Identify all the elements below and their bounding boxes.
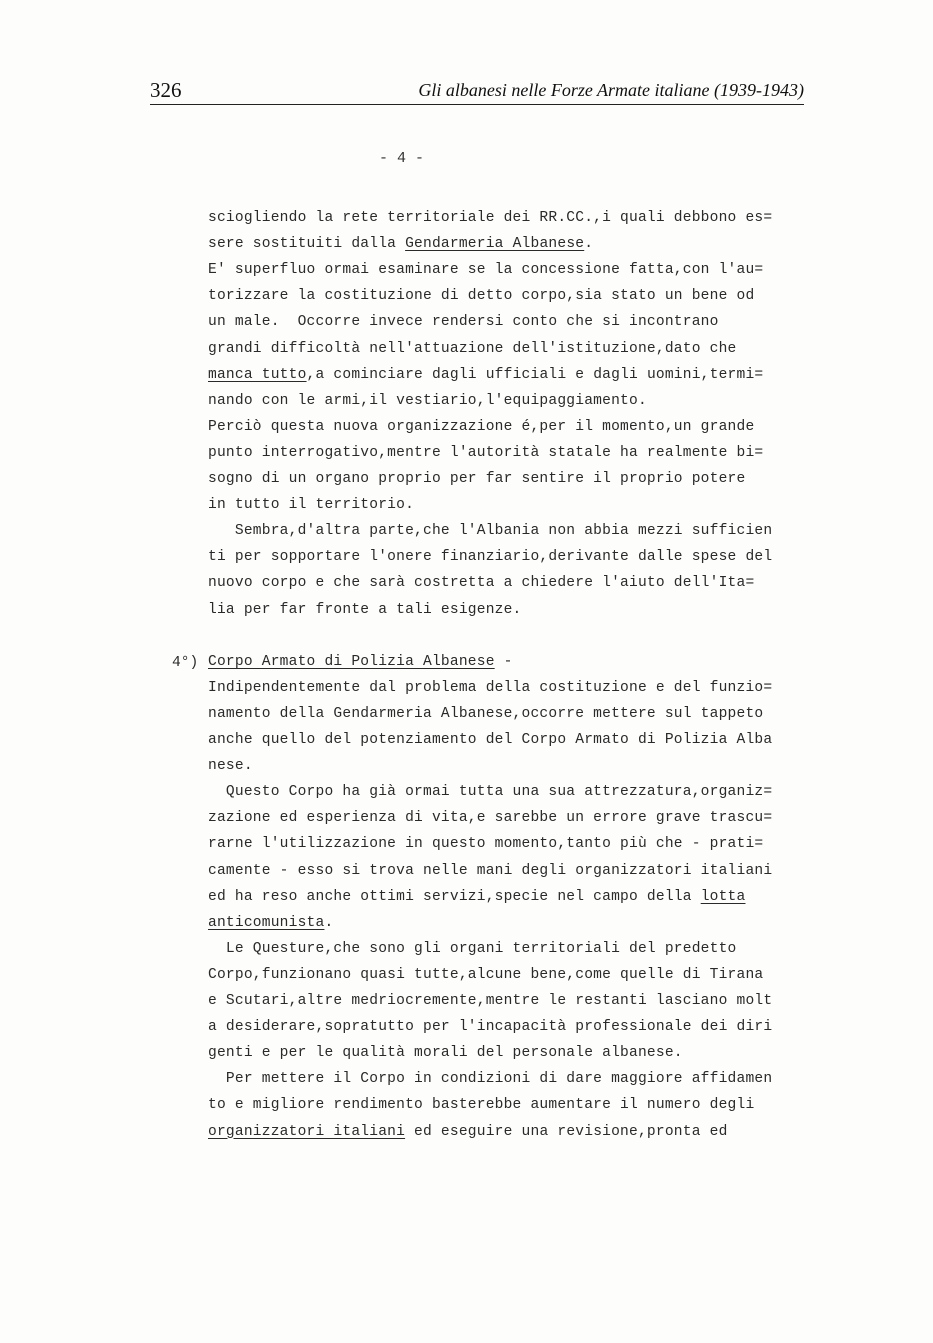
page-number: 326: [150, 78, 182, 102]
text-line: [208, 1071, 772, 1087]
text-line: [208, 836, 763, 852]
text-line: [208, 1045, 683, 1061]
text-line: [208, 758, 253, 774]
text-line: [208, 915, 333, 931]
text-line: [208, 210, 772, 226]
underlined-text: anticomunista: [208, 914, 325, 931]
text-line: [208, 1124, 728, 1140]
text-segment: rarne l'utilizzazione in questo momento,tanto più che - prati=: [208, 836, 764, 853]
running-title: Gli albanesi nelle Forze Armate italiane (1939-1943): [418, 80, 804, 100]
text-segment: .: [324, 914, 334, 931]
text-line: [208, 889, 745, 905]
text-line: [208, 680, 772, 696]
text-segment: ,a cominciare dagli ufficiali e dagli uomini,termi=: [306, 366, 764, 383]
underlined-text: Gendarmeria Albanese: [405, 236, 585, 253]
text-segment: grandi difficoltà nell'attuazione dell'istituzione,dato che: [208, 340, 737, 357]
text-line: [208, 236, 593, 252]
underlined-text: manca tutto: [208, 366, 307, 383]
text-segment: Questo Corpo ha già ormai tutta una sua attrezzatura,organiz=: [208, 784, 773, 801]
text-line: [208, 1019, 772, 1035]
text-line: [208, 341, 737, 357]
text-segment: nese.: [208, 758, 253, 775]
text-segment: nando con le armi,il vestiario,l'equipaggiamento.: [208, 392, 647, 409]
text-line: [208, 314, 719, 330]
text-line: [208, 419, 754, 435]
text-segment: a desiderare,sopratutto per l'incapacità professionale dei diri: [208, 1019, 773, 1036]
text-line: [208, 471, 745, 487]
text-segment: Perciò questa nuova organizzazione é,per il momento,un grande: [208, 418, 755, 435]
text-segment: zazione ed esperienza di vita,e sarebbe un errore grave trascu=: [208, 810, 773, 827]
text-line: [208, 941, 737, 957]
text-segment: ti per sopportare l'onere finanziario,derivante dalle spese del: [208, 549, 773, 566]
text-segment: un male. Occorre invece rendersi conto che si incontrano: [208, 314, 719, 331]
text-segment: namento della Gendarmeria Albanese,occorre mettere sul tappeto: [208, 705, 764, 722]
text-segment: Le Questure,che sono gli organi territoriali del predetto: [208, 940, 737, 957]
text-line: [208, 654, 513, 670]
text-segment: anche quello del potenziamento del Corpo Armato di Polizia Alba: [208, 732, 773, 748]
underlined-text: lotta: [700, 888, 746, 905]
text-line: [208, 549, 772, 565]
typescript-page-marker: - 4 -: [379, 150, 425, 167]
text-line: [208, 575, 754, 591]
text-line: [208, 784, 772, 800]
text-line: [208, 1097, 754, 1113]
text-segment: Per mettere il Corpo in condizioni di dare maggiore affidamen: [208, 1071, 773, 1088]
text-line: [208, 706, 763, 722]
text-line: [208, 367, 763, 383]
text-segment: nuovo corpo e che sarà costretta a chiedere l'aiuto dell'Ita=: [208, 575, 755, 592]
text-segment: Indipendentemente dal problema della costituzione e del funzio=: [208, 679, 773, 696]
text-segment: sere sostituiti dalla: [208, 236, 406, 253]
text-segment: lia per far fronte a tali esigenze.: [208, 601, 522, 618]
text-line: [208, 993, 772, 1009]
text-segment: in tutto il territorio.: [208, 497, 415, 514]
text-segment: sogno di un organo proprio per far sentire il proprio potere: [208, 471, 746, 487]
text-segment: e Scutari,altre medriocremente,mentre le restanti lasciano molt: [208, 993, 773, 1009]
text-segment: to e migliore rendimento basterebbe aumentare il numero degli: [208, 1097, 755, 1114]
section-number: 4°): [172, 655, 199, 671]
text-segment: .: [584, 236, 594, 253]
text-segment: Sembra,d'altra parte,che l'Albania non abbia mezzi sufficien: [208, 523, 773, 540]
text-segment: ed eseguire una revisione,pronta ed: [405, 1123, 728, 1140]
text-segment: punto interrogativo,mentre l'autorità statale ha realmente bi=: [208, 444, 764, 461]
text-line: [208, 393, 647, 409]
text-line: [208, 863, 772, 879]
text-segment: E' superfluo ormai esaminare se la concessione fatta,con l'au=: [208, 262, 764, 279]
text-line: [208, 602, 522, 618]
text-line: [208, 288, 754, 304]
text-segment: torizzare la costituzione di detto corpo,sia stato un bene od: [208, 288, 755, 305]
text-line: [208, 732, 772, 748]
text-segment: sciogliendo la rete territoriale dei RR.CC.,i quali debbono es=: [208, 210, 773, 226]
page-header: [150, 78, 804, 105]
text-segment: -: [494, 653, 513, 670]
text-segment: Corpo,funzionano quasi tutte,alcune bene,come quelle di Tirana: [208, 966, 764, 983]
underlined-text: organizzatori italiani: [208, 1123, 406, 1140]
text-segment: genti e per le qualità morali del personale albanese.: [208, 1045, 683, 1062]
text-line: [208, 810, 772, 826]
text-segment: ed ha reso anche ottimi servizi,specie nel campo della: [208, 888, 701, 905]
text-line: [208, 523, 772, 539]
text-line: [208, 445, 763, 461]
text-segment: camente - esso si trova nelle mani degli organizzatori italiani: [208, 862, 773, 879]
text-line: [208, 967, 763, 983]
text-line: [208, 497, 414, 513]
text-line: [208, 262, 763, 278]
underlined-text: Corpo Armato di Polizia Albanese: [208, 653, 495, 670]
